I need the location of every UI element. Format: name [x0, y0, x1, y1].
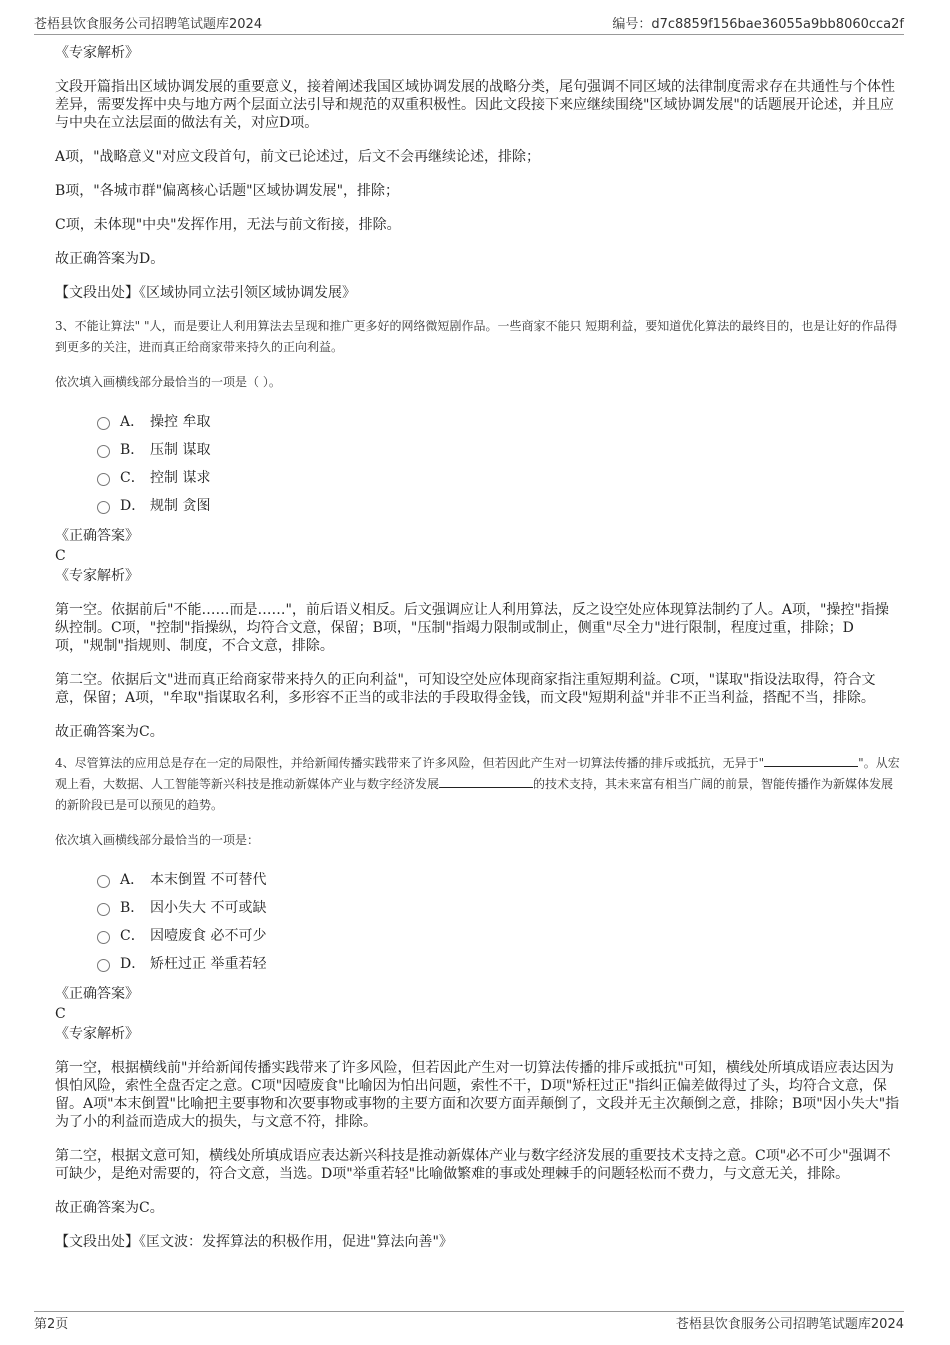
page-content: [55, 44, 900, 1251]
page-header: [34, 13, 904, 35]
source-citation: 【文段出处】《区域协同立法引领区域协调发展》: [55, 285, 356, 301]
analysis-paragraph: 第一空，根据横线前"并给新闻传播实践带来了许多风险，但若因此产生对一切算法传播的排斥或抵抗"可知，横线处所填成语应表达因为惧怕风险，索性全盘否定之意。C项"因噎废食"比喻因为怕出问题，索性不干，D项"矫枉过正"指纠正偏差做得过了头，均符合文意，保留。A项"本末倒置"比喻把主要事物和次要事物或事物的主要方面和次要方面弄颠倒了，文段并无主次颠倒之意，排除；B项"因小失大"指为了小的利益而造成大的损失，与文意不符，排除。: [55, 1060, 900, 1130]
option-text: 操控 牟取: [150, 414, 211, 430]
analysis-title: 《专家解析》: [55, 45, 139, 61]
analysis-paragraph: 第二空。依据后文"进而真正给商家带来持久的正向利益"，可知设空处应体现商家指注重短期利益。C项，"谋取"指设法取得，符合文意，保留；A项，"牟取"指谋取名利，多形容不正当的或非法的手段取得金钱，而文段"短期利益"并非不正当利益，搭配不当，排除。: [55, 672, 876, 706]
option-b[interactable]: [97, 893, 900, 921]
analysis-item-c: C项，未体现"中央"发挥作用，无法与前文衔接，排除。: [55, 217, 401, 233]
footer-title: 苍梧县饮食服务公司招聘笔试题库2024: [675, 1317, 904, 1332]
header-title: 苍梧县饮食服务公司招聘笔试题库2024: [34, 17, 263, 32]
option-d[interactable]: [97, 491, 900, 519]
source-citation: 【文段出处】《匡文波：发挥算法的积极作用，促进"算法向善"》: [55, 1234, 453, 1250]
option-b[interactable]: [97, 435, 900, 463]
header-divider: [34, 34, 904, 35]
option-text: 本末倒置 不可替代: [150, 872, 267, 888]
fill-blank: [764, 756, 858, 767]
option-text: 因噎废食 必不可少: [150, 928, 267, 944]
option-d[interactable]: [97, 949, 900, 977]
stem-part: 4、尽管算法的应用总是存在一定的局限性，并给新闻传播实践带来了许多风险，但若因此产生对一切算法传播的排斥或抵抗，无异于": [55, 756, 765, 770]
radio-icon[interactable]: [97, 417, 110, 430]
option-c[interactable]: [97, 463, 900, 491]
radio-icon[interactable]: [97, 445, 110, 458]
page-number: 第2页: [34, 1317, 69, 1332]
question-3-prompt: 依次填入画横线部分最恰当的一项是（ ）。: [55, 375, 281, 389]
radio-icon[interactable]: [97, 931, 110, 944]
answer-title: 《正确答案》: [55, 986, 139, 1002]
footer-divider: [34, 1311, 904, 1312]
question-3-options: [97, 407, 900, 519]
analysis-paragraph: 第一空。依据前后"不能……而是……"，前后语义相反。后文强调应让人利用算法，反之设空处应体现算法制约了人。A项，"操控"指操纵控制。C项，"控制"指操纵，均符合文意，保留；B项，"压制"指竭力限制或制止，侧重"尽全力"进行限制，程度过重，排除；D项，"规制"指规则、制度，不合文意，排除。: [55, 602, 889, 654]
option-text: 因小失大 不可或缺: [150, 900, 267, 916]
analysis-item-b: B项，"各城市群"偏离核心话题"区域协调发展"，排除；: [55, 183, 400, 199]
stem-part: "。从宏观上看，大数据、人工智能等新兴科技是推动新媒体产业与数字经济发展: [55, 756, 900, 791]
analysis-title: 《专家解析》: [55, 568, 139, 584]
option-label: B．: [120, 442, 145, 458]
option-text: 矫枉过正 举重若轻: [150, 956, 267, 972]
analysis-item-a: A项，"战略意义"对应文段首句，前文已论述过，后文不会再继续论述，排除；: [55, 149, 540, 165]
correct-answer: C: [55, 1006, 66, 1022]
correct-answer: C: [55, 548, 66, 564]
option-label: C．: [120, 470, 145, 486]
option-label: A．: [120, 872, 145, 888]
question-4-options: [97, 865, 900, 977]
option-label: B．: [120, 900, 145, 916]
question-3-stem: 3、不能让算法" "人，而是要让人利用算法去呈现和推广更多好的网络微短剧作品。一些商家不能只 短期利益，要知道优化算法的最终目的，也是让好的作品得到更多的关注，进而真正给商家带来持久的正向利益。: [55, 319, 898, 354]
header-doc-id: 编号：d7c8859f156bae36055a9bb8060cca2f: [612, 17, 904, 32]
question-4-prompt: 依次填入画横线部分最恰当的一项是：: [55, 833, 260, 847]
option-text: 控制 谋求: [150, 470, 211, 486]
stem-part: 的技术支持，其未来富有相当广阔的前景，智能传播作为新媒体发展的新阶段已是可以预见的趋势。: [55, 777, 894, 812]
answer-statement: 故正确答案为C。: [55, 1200, 164, 1216]
option-label: A．: [120, 414, 145, 430]
option-label: D．: [120, 498, 146, 514]
option-a[interactable]: [97, 407, 900, 435]
answer-statement: 故正确答案为D。: [55, 251, 165, 267]
radio-icon[interactable]: [97, 501, 110, 514]
answer-statement: 故正确答案为C。: [55, 724, 164, 740]
radio-icon[interactable]: [97, 875, 110, 888]
option-a[interactable]: [97, 865, 900, 893]
option-text: 规制 贪图: [150, 498, 211, 514]
option-label: C．: [120, 928, 145, 944]
question-4-stem: [55, 753, 900, 816]
analysis-paragraph: 文段开篇指出区域协调发展的重要意义，接着阐述我国区域协调发展的战略分类，尾句强调不同区域的法律制度需求存在共通性与个体性差异，需要发挥中央与地方两个层面立法引导和规范的双重积极性。因此文段接下来应继续围绕"区域协调发展"的话题展开论述，并且应与中央在立法层面的做法有关，对应D项。: [55, 79, 895, 131]
fill-blank: [439, 777, 533, 788]
radio-icon[interactable]: [97, 473, 110, 486]
radio-icon[interactable]: [97, 959, 110, 972]
analysis-paragraph: 第二空，根据文意可知，横线处所填成语应表达新兴科技是推动新媒体产业与数字经济发展的重要技术支持之意。C项"必不可少"强调不可缺少，是绝对需要的，符合文意，当选。D项"举重若轻"比喻做繁难的事或处理棘手的问题轻松而不费力，与文意无关，排除。: [55, 1148, 891, 1182]
analysis-title: 《专家解析》: [55, 1026, 139, 1042]
radio-icon[interactable]: [97, 903, 110, 916]
option-c[interactable]: [97, 921, 900, 949]
option-text: 压制 谋取: [150, 442, 211, 458]
answer-title: 《正确答案》: [55, 528, 139, 544]
option-label: D．: [120, 956, 146, 972]
